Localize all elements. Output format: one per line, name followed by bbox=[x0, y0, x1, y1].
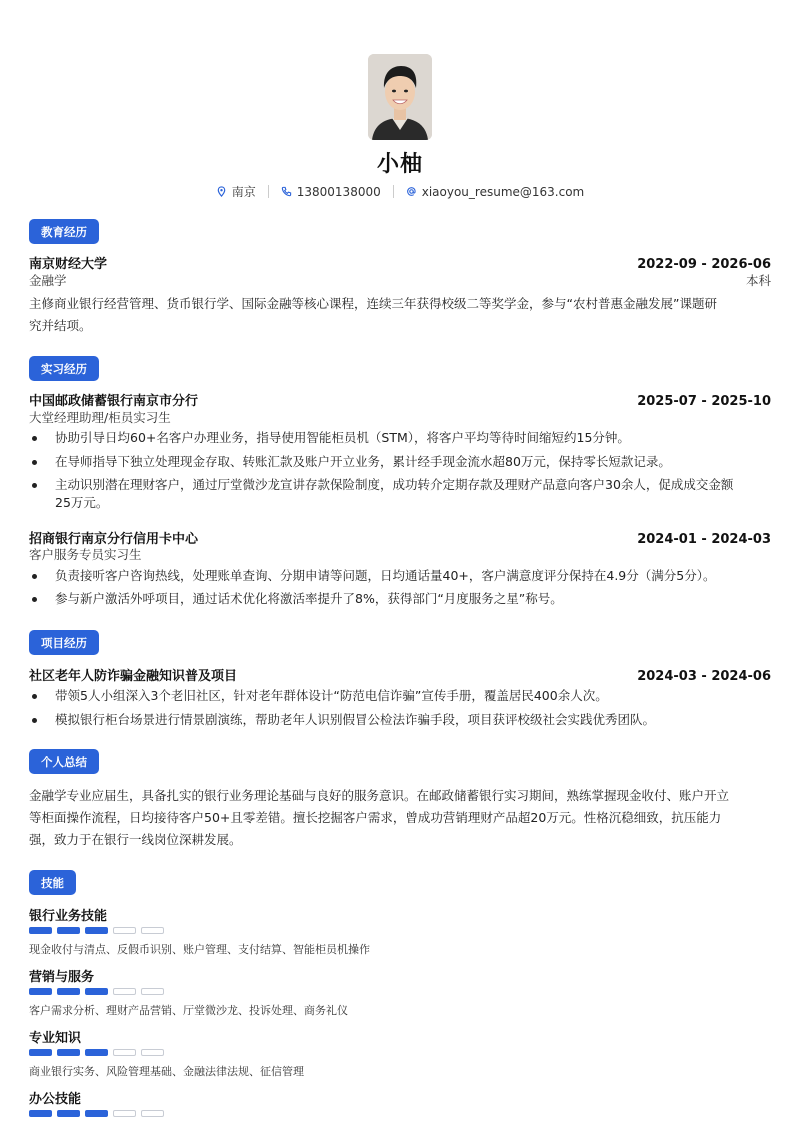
phone-text: 13800138000 bbox=[296, 184, 381, 199]
location-text: 南京 bbox=[231, 185, 256, 199]
at-icon bbox=[406, 186, 417, 197]
section-internship-tag: 实习经历 bbox=[29, 356, 99, 381]
skill-segment-filled bbox=[29, 988, 52, 995]
school-name: 南京财经大学 bbox=[29, 257, 108, 272]
skill-segment-empty bbox=[141, 927, 164, 934]
section-skills-tag: 技能 bbox=[29, 870, 76, 895]
role: 大堂经理助理/柜员实习生 bbox=[29, 410, 171, 425]
education-description bbox=[29, 293, 771, 337]
contact-phone bbox=[281, 185, 381, 199]
project-row bbox=[29, 665, 771, 684]
skill-segment-filled bbox=[57, 1110, 80, 1117]
skill-segment-empty bbox=[141, 1049, 164, 1056]
contact-email bbox=[406, 185, 585, 199]
skill-level-bar bbox=[29, 1049, 164, 1056]
list-item: 主动识别潜在理财客户，通过厅堂微沙龙宣讲存款保险制度，成功转介定期存款及理财产品意向客户30余人，促成成交金额 bbox=[29, 475, 771, 495]
skill-segment-filled bbox=[85, 1110, 108, 1117]
skill-segment-empty bbox=[141, 988, 164, 995]
skill-segment-filled bbox=[85, 988, 108, 995]
skill-segment-filled bbox=[57, 927, 80, 934]
major: 金融学 bbox=[29, 273, 67, 288]
list-item: 参与新户激活外呼项目，通过话术优化将激活率提升了8%，获得部门“月度服务之星”称号。 bbox=[29, 589, 771, 609]
education-date: 2022-09 - 2026-06 bbox=[637, 257, 771, 272]
section-education-tag: 教育经历 bbox=[29, 219, 99, 244]
section-project-tag: 项目经历 bbox=[29, 630, 99, 655]
skill-level-bar bbox=[29, 927, 164, 934]
skill-segment-empty bbox=[113, 1049, 136, 1056]
list-item: 负责接听客户咨询热线，处理账单查询、分期申请等问题，日均通话量40+，客户满意度评分保持在4.9分（满分5分）。 bbox=[29, 566, 771, 586]
internship-date: 2024-01 - 2024-03 bbox=[637, 532, 771, 547]
skill-level-bar bbox=[29, 1110, 164, 1117]
skill-segment-empty bbox=[113, 1110, 136, 1117]
project-date: 2024-03 - 2024-06 bbox=[637, 669, 771, 684]
internship-role-row bbox=[29, 408, 771, 426]
summary-line: 金融学专业应届生，具备扎实的银行业务理论基础与良好的服务意识。在邮政储蓄银行实习期间，熟练掌握现金收付、账户开立 bbox=[29, 788, 730, 803]
skill-segment-filled bbox=[57, 988, 80, 995]
list-item-continuation: 25万元。 bbox=[55, 495, 109, 510]
location-pin-icon bbox=[216, 186, 227, 197]
skill-segment-filled bbox=[29, 927, 52, 934]
company-name: 招商银行南京分行信用卡中心 bbox=[29, 532, 199, 547]
skill-name: 银行业务技能 bbox=[29, 909, 108, 924]
list-item: 带领5人小组深入3个老旧社区，针对老年群体设计“防范电信诈骗”宣传手册，覆盖居民400余人次。 bbox=[29, 686, 771, 706]
education-desc-line: 主修商业银行经营管理、货币银行学、国际金融等核心课程，连续三年获得校级二等奖学金，参与“农村普惠金融发展”课题研 bbox=[29, 296, 717, 311]
company-name: 中国邮政储蓄银行南京市分行 bbox=[29, 394, 199, 409]
skill-level-bar bbox=[29, 988, 164, 995]
contact-location bbox=[216, 183, 256, 200]
skill-segment-filled bbox=[85, 1049, 108, 1056]
avatar bbox=[368, 54, 432, 140]
list-item: 模拟银行柜台场景进行情景剧演练，帮助老年人识别假冒公检法诈骗手段，项目获评校级社会实践优秀团队。 bbox=[29, 710, 771, 730]
skill-segment-filled bbox=[29, 1110, 52, 1117]
summary-line: 等柜面操作流程，日均接待客户50+且零差错。擅长挖掘客户需求，曾成功营销理财产品超20万元。性格沉稳细致，抗压能力 bbox=[29, 810, 722, 825]
list-item: 协助引导日均60+名客户办理业务，指导使用智能柜员机（STM），将客户平均等待时间缩短约15分钟。 bbox=[29, 428, 771, 448]
project-name: 社区老年人防诈骗金融知识普及项目 bbox=[29, 669, 238, 684]
internship-date: 2025-07 - 2025-10 bbox=[637, 394, 771, 409]
list-item: 在导师指导下独立处理现金存取、转账汇款及账户开立业务，累计经手现金流水超80万元，保持零长短款记录。 bbox=[29, 452, 771, 472]
skill-description: 商业银行实务、风险管理基础、金融法律法规、征信管理 bbox=[29, 1065, 304, 1078]
skill-segment-filled bbox=[57, 1049, 80, 1056]
skill-segment-empty bbox=[141, 1110, 164, 1117]
skill-segment-empty bbox=[113, 927, 136, 934]
summary-text bbox=[29, 785, 771, 851]
role: 客户服务专员实习生 bbox=[29, 547, 142, 562]
internship-row bbox=[29, 390, 771, 409]
section-summary-tag: 个人总结 bbox=[29, 749, 99, 774]
candidate-name: 小柚 bbox=[376, 152, 423, 177]
skill-description: 客户需求分析、理财产品营销、厅堂微沙龙、投诉处理、商务礼仪 bbox=[29, 1004, 348, 1017]
summary-line: 强，致力于在银行一线岗位深耕发展。 bbox=[29, 832, 242, 847]
skill-segment-empty bbox=[113, 988, 136, 995]
email-text: xiaoyou_resume@163.com bbox=[421, 184, 585, 199]
skill-name: 营销与服务 bbox=[29, 970, 95, 985]
divider bbox=[393, 185, 394, 198]
education-sub-row bbox=[29, 271, 771, 289]
phone-icon bbox=[281, 186, 292, 197]
internship-role-row bbox=[29, 545, 771, 563]
skill-segment-filled bbox=[29, 1049, 52, 1056]
divider bbox=[268, 185, 269, 198]
skill-segment-filled bbox=[85, 927, 108, 934]
contact-bar bbox=[0, 183, 800, 200]
skill-description: 现金收付与清点、反假币识别、账户管理、支付结算、智能柜员机操作 bbox=[29, 943, 370, 956]
degree: 本科 bbox=[745, 273, 771, 288]
skill-name: 专业知识 bbox=[29, 1031, 82, 1046]
education-row bbox=[29, 253, 771, 272]
education-desc-line: 究并结项。 bbox=[29, 318, 92, 333]
skill-name: 办公技能 bbox=[29, 1092, 82, 1107]
